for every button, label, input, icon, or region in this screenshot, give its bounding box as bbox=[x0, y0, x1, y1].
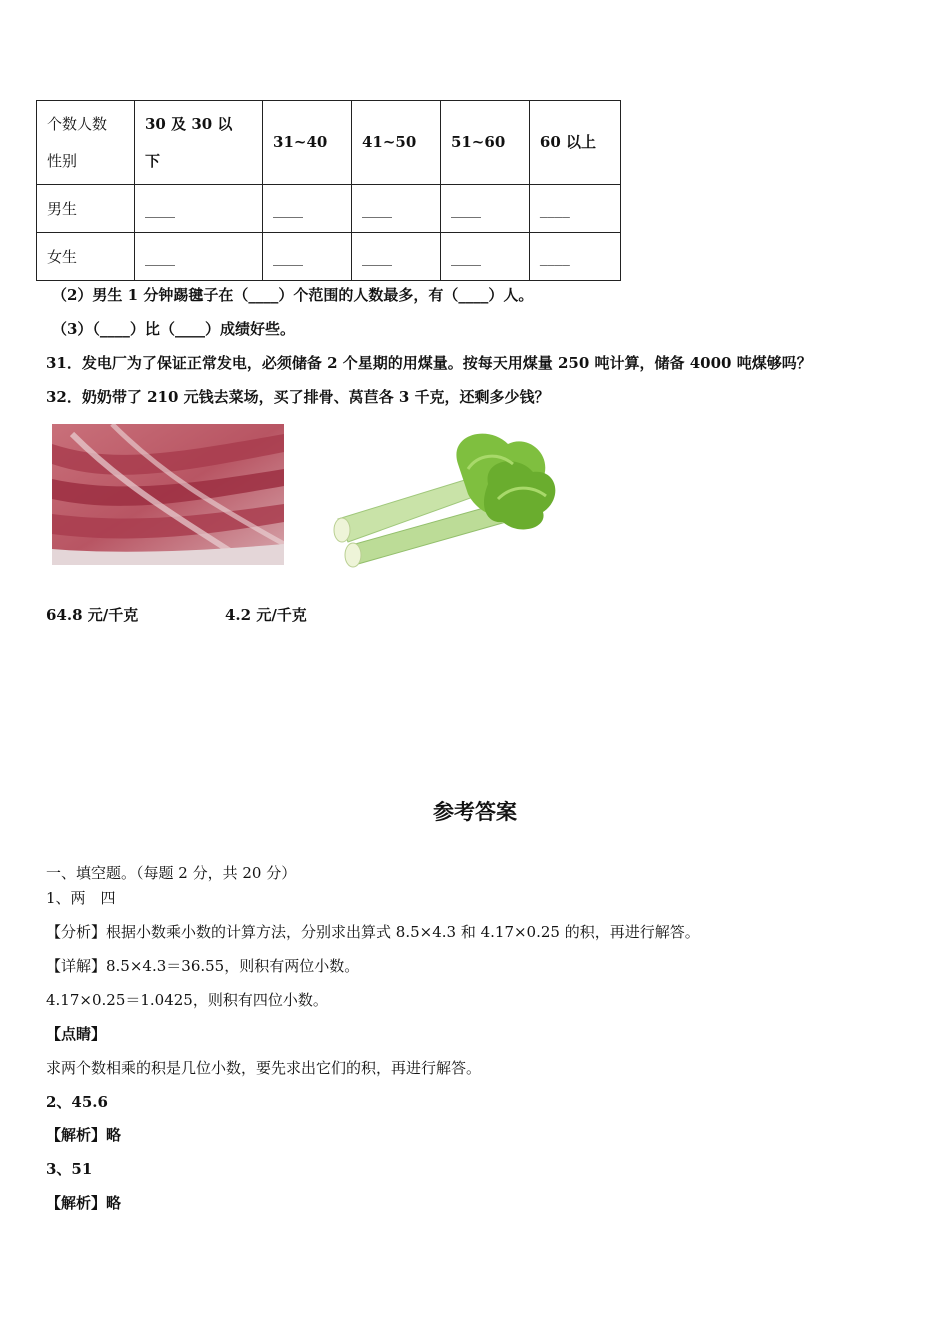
blank-cell[interactable]: ____ bbox=[440, 233, 529, 281]
header-text: 51~60 bbox=[450, 133, 506, 151]
question-3: （3）（____）比（____）成绩好些。 bbox=[52, 320, 295, 338]
header-text: 30 及 30 以 bbox=[145, 114, 233, 133]
data-table bbox=[36, 100, 621, 281]
blank-cell[interactable]: ____ bbox=[135, 185, 263, 233]
corner-line-2: 性别 bbox=[47, 151, 78, 170]
blank-cell[interactable]: ____ bbox=[440, 185, 529, 233]
header-cell bbox=[263, 101, 352, 185]
answers-title: 参考答案 bbox=[433, 799, 517, 824]
blank-cell[interactable]: ____ bbox=[529, 185, 620, 233]
answer-1-detail-2: 4.17×0.25＝1.0425，则积有四位小数。 bbox=[46, 991, 328, 1009]
answer-3: 3、51 bbox=[46, 1160, 93, 1178]
row-label: 男生 bbox=[37, 185, 135, 233]
blank-cell[interactable]: ____ bbox=[529, 233, 620, 281]
answer-3-analysis: 【解析】略 bbox=[46, 1194, 122, 1212]
header-cell bbox=[440, 101, 529, 185]
ribs-image bbox=[52, 424, 284, 565]
table-header-row bbox=[37, 101, 621, 185]
answer-2-analysis: 【解析】略 bbox=[46, 1126, 122, 1144]
lettuce-price: 4.2 元/千克 bbox=[225, 606, 307, 624]
header-cell bbox=[351, 101, 440, 185]
answer-1-detail: 【详解】8.5×4.3＝36.55，则积有两位小数。 bbox=[46, 957, 360, 975]
answer-2: 2、45.6 bbox=[46, 1093, 108, 1111]
table-row-female bbox=[37, 233, 621, 281]
header-cell bbox=[135, 101, 263, 185]
header-text: 31~40 bbox=[273, 133, 328, 151]
section-heading: 一、填空题。（每题 2 分，共 20 分） bbox=[46, 864, 297, 882]
header-cell bbox=[529, 101, 620, 185]
blank-cell[interactable]: ____ bbox=[135, 233, 263, 281]
ribs-price: 64.8 元/千克 bbox=[46, 606, 139, 624]
blank-cell[interactable]: ____ bbox=[351, 185, 440, 233]
corner-line-1: 个数人数 bbox=[47, 114, 108, 133]
answer-1-point-text: 求两个数相乘的积是几位小数，要先求出它们的积，再进行解答。 bbox=[46, 1059, 482, 1077]
answer-1-analysis: 【分析】根据小数乘小数的计算方法，分别求出算式 8.5×4.3 和 4.17×0.25 的积，再进行解答。 bbox=[46, 923, 700, 941]
answer-1-point: 【点睛】 bbox=[46, 1025, 107, 1043]
blank-cell[interactable]: ____ bbox=[263, 185, 352, 233]
question-32: 32．奶奶带了 210 元钱去菜场，买了排骨、莴苣各 3 千克，还剩多少钱？ bbox=[46, 388, 550, 406]
lettuce-image bbox=[318, 424, 563, 569]
table-row-male bbox=[37, 185, 621, 233]
header-text: 60 以上 bbox=[539, 133, 596, 151]
blank-cell[interactable]: ____ bbox=[263, 233, 352, 281]
answer-1: 1、两 四 bbox=[46, 889, 116, 907]
row-label: 女生 bbox=[37, 233, 135, 281]
header-text: 41~50 bbox=[361, 133, 417, 151]
question-31: 31．发电厂为了保证正常发电，必须储备 2 个星期的用煤量。按每天用煤量 250 吨计算，储备 4000 吨煤够吗？ bbox=[46, 354, 812, 372]
question-2: （2）男生 1 分钟踢毽子在（____）个范围的人数最多，有（____）人。 bbox=[52, 286, 534, 304]
table-corner-cell bbox=[37, 101, 135, 185]
header-text-2: 下 bbox=[145, 151, 161, 170]
blank-cell[interactable]: ____ bbox=[351, 233, 440, 281]
